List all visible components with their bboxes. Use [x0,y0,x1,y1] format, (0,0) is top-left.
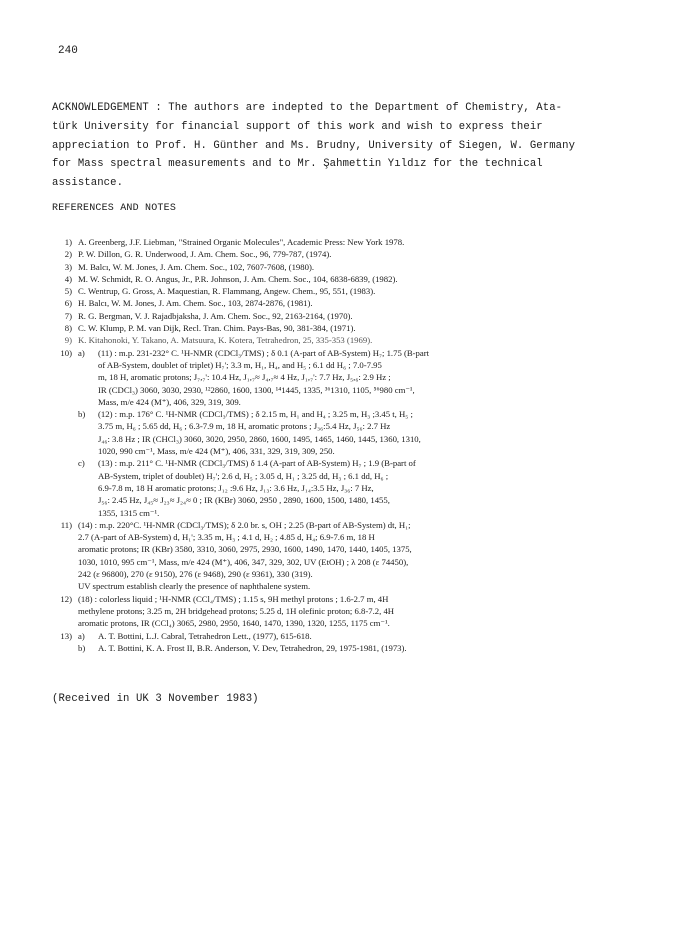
reference-text: M. W. Schmidt, R. O. Angus, Jr., P.R. Johnson, J. Am. Chem. Soc., 104, 6838-6839, (1982). [78,273,398,284]
reference-text: A. T. Bottini, K. A. Frost II, B.R. Anderson, V. Dev, Tetrahedron, 29, 1975-1981, (1973). [98,642,407,653]
reference-text: of AB-System, doublet of triplet) H₇'; 3.3 m, H₁, H₄, and H₅ ; 6.1 dd H₆ ; 7.0-7.95 [98,359,382,370]
sub-reference-a [78,347,652,359]
reference-item-13 [40,630,652,642]
ack-line: assistance. [52,177,124,190]
acknowledgement-paragraph [52,99,642,193]
reference-item [40,322,652,334]
reference-item [40,261,652,273]
reference-item-11 [40,519,652,531]
reference-number: 1) [64,237,72,247]
ack-line: türk University for financial support of this work and wish to express their [52,120,543,133]
reference-text: (18) : colorless liquid ; ¹H-NMR (CCl₄/TMS) ; 1.15 s, 9H methyl protons ; 1.6-2.7 m, 4H [78,593,389,604]
reference-text: m, 18 H, aromatic protons; J₇,₇': 10.4 Hz, J₁,₇≈ J₄,₇≈ 4 Hz, J₁,₇': 7.7 Hz, J₅,₆: 2.9 Hz ; [98,372,391,383]
reference-text: IR (CDCl₃) 3060, 3030, 2930, ¹²2860, 1600, 1300, ¹⁴1445, 1335, ³⁶1310, 1105, ⁵⁶980 cm⁻¹, [98,384,415,395]
reference-text: C. Wentrup, G. Gross, A. Maquestian, R. Flammang, Angew. Chem., 95, 551, (1983). [78,286,376,297]
reference-number: 8) [64,323,72,334]
reference-item [40,334,652,346]
reference-number: 6) [64,298,72,309]
reference-number: 3) [64,261,72,272]
reference-text: C. W. Klump, P. M. van Dijk, Recl. Tran. Chim. Pays-Bas, 90, 381-384, (1971). [78,323,356,334]
reference-item [40,285,652,297]
reference-item [40,248,652,260]
reference-text: methylene protons; 3.25 m, 2H bridgehead protons; 5.25 d, 1H olefinic proton; 6.8-7.2, 4H [78,605,395,616]
reference-item [40,310,652,322]
reference-text: A. T. Bottini, L.J. Cabral, Tetrahedron Lett., (1977), 615-618. [98,630,312,641]
reference-text: Mass, m/e 424 (M⁺), 406, 329, 319, 309. [98,396,241,407]
reference-number: 5) [64,286,72,297]
reference-text: UV spectrum establish clearly the presence of naphthalene system. [78,581,311,592]
reference-text: J₄₆: 3.8 Hz ; IR (CHCl₃) 3060, 3020, 2950, 2860, 1600, 1495, 1465, 1460, 1445, 1360, 1310, [98,433,421,444]
reference-number: 4) [64,273,72,284]
reference-text: (11) : m.p. 231-232° C. ¹H-NMR (CDCl₃/TMS) ; δ 0.1 (A-part of AB-System) H₇; 1.75 (B-part [98,347,430,358]
reference-text: 6.9-7.8 m, 18 H aromatic protons; J₁₂ :9.6 Hz, J₁₃: 3.6 Hz, J₁₄:3.5 Hz, J₃₆: 7 Hz, [98,482,374,493]
sub-label: a) [78,630,85,641]
reference-text: H. Balcı, W. M. Jones, J. Am. Chem. Soc., 103, 2874-2876, (1981). [78,298,313,309]
reference-text: 3.75 m, H₆ ; 5.65 dd, H₆ ; 6.3-7.9 m, 18 H, aromatic protons ; J₃₆:5.4 Hz, J₅₆: 2.7 Hz [98,421,391,432]
reference-text: aromatic protons; IR (KBr) 3580, 3310, 3060, 2975, 2930, 1600, 1490, 1470, 1440, 1405, 1375, [78,544,412,555]
reference-text: A. Greenberg, J.F. Liebman, "Strained Organic Molecules", Academic Press: New York 1978. [78,237,405,247]
sub-label: a) [78,347,85,358]
sub-reference-b [40,408,652,420]
reference-number: 2) [64,249,72,260]
reference-text: 2.7 (A-part of AB-System) d, H₁'; 3.35 m, H₃ ; 4.1 d, H₂ ; 4.85 d, H₄; 6.9-7.6 m, 18 H [78,532,375,543]
reference-text: 242 (ε 96800), 270 (ε 9150), 276 (ε 9468), 290 (ε 9361), 330 (319). [78,569,313,580]
page-number: 240 [58,45,78,57]
reference-text: R. G. Bergman, V. J. Rajadbjaksha, J. Am. Chem. Soc., 92, 2163-2164, (1970). [78,310,353,321]
reference-text: (13) : m.p. 211° C. ¹H-NMR (CDCl₃/TMS) δ 1.4 (A-part of AB-System) H₇ ; 1.9 (B-part of [98,458,416,469]
sub-reference-c [40,457,652,469]
reference-number: 12) [60,593,72,604]
reference-number: 13) [60,630,72,641]
ack-line: ACKNOWLEDGEMENT : The authors are indepted to the Department of Chemistry, Ata- [52,102,563,114]
sub-label: c) [78,458,85,469]
reference-text: (14) : m.p. 220°C. ¹H-NMR (CDCl₃/TMS); δ 2.0 br. s, OH ; 2.25 (B-part of AB-System) dt, H₁; [78,519,411,530]
reference-item [40,273,652,285]
reference-text: 1355, 1315 cm⁻¹. [98,507,160,518]
reference-text: J₅₆: 2.45 Hz, J₄₅≈ J₂₃≈ J₂₄≈ 0 ; IR (KBr) 3060, 2950 , 2890, 1600, 1500, 1480, 1455, [98,495,390,506]
reference-number: 9) [64,335,72,346]
sub-label: b) [78,642,86,653]
reference-text: AB-System, triplet of doublet) H₇'; 2.6 d, H₅ ; 3.05 d, H₁ ; 3.25 dd, H₃ ; 6.1 dd, H₆ ; [98,470,389,481]
reference-number: 10) [60,347,72,358]
reference-item-12 [40,593,652,605]
reference-text: 1030, 1010, 995 cm⁻¹, Mass, m/e 424 (M⁺), 406, 347, 329, 302, UV (EtOH) ; λ 208 (ε 74450), [78,556,409,567]
ack-line: for Mass spectral measurements and to Mr. Şahmettin Yıldız for the technical [52,158,543,171]
references-heading: REFERENCES AND NOTES [52,203,177,214]
reference-text: (12) : m.p. 176° C. ¹H-NMR (CDCl₃/TMS) ; δ 2.15 m, H₁ and H₄ ; 3.25 m, H₃ ;3.45 t, H₅ ; [98,409,413,420]
reference-text: M. Balcı, W. M. Jones, J. Am. Chem. Soc., 102, 7607-7608, (1980). [78,261,315,272]
sub-reference-b [40,642,652,654]
ack-line: appreciation to Prof. H. Günther and Ms. Brudny, University of Siegen, W. Germany [52,139,576,152]
reference-item [40,236,652,248]
reference-text: aromatic protons, IR (CCl₄) 3065, 2980, 2950, 1640, 1470, 1390, 1320, 1255, 1175 cm⁻¹. [78,618,390,629]
reference-item [40,297,652,309]
sub-label: b) [78,409,86,420]
reference-number: 11) [60,519,72,530]
reference-text: 1020, 990 cm⁻¹, Mass, m/e 424 (M⁺), 406, 331, 329, 319, 309, 250. [98,446,335,457]
received-date: (Received in UK 3 November 1983) [52,693,259,705]
reference-item-10 [40,347,652,359]
reference-text: K. Kitahonoki, Y. Takano, A. Matsuura, K. Kotera, Tetrahedron, 25, 335-353 (1969). [78,335,373,346]
reference-number: 7) [64,310,72,321]
references-list [40,236,652,654]
reference-text: P. W. Dillon, G. R. Underwood, J. Am. Chem. Soc., 96, 779-787, (1974). [78,249,332,260]
